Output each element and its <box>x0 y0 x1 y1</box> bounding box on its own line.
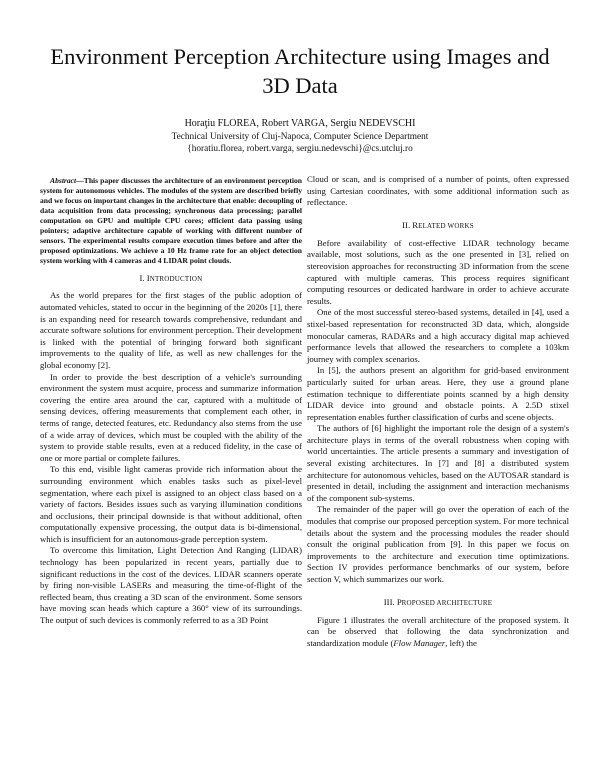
flow-manager-emphasis: Flow Manager <box>393 637 446 648</box>
related-paragraph-1: Before availability of cost-effective LIDAR technology became available, most solutions, such as the one presented in [3], relied on stereovision approaches for reconstructing 3D information from the scene captured with multiple cameras. This process requires significant computing resources or dedicated hardware in order to achieve accurate results. <box>307 237 569 306</box>
paper-title: Environment Perception Architecture using Images and 3D Data <box>50 44 550 98</box>
intro-paragraph-2: In order to provide the best description of a vehicle's surrounding environment the system must acquire, process and summarize information covering the entire area around the car, captured with a multitude of sensing devices, offering measurements that complement each other, in terms of range, detected features, etc. Redundancy also stems from the use of a wide array of devices, which must be coupled with the ability of the system to provide stable results, even at a reduced fidelity, in the case of one or more partial or complete failures. <box>40 371 302 463</box>
intro-continuation: Cloud or scan, and is comprised of a number of points, often expressed using Cartesian coordinates, with some additional information such as reflectance. <box>307 174 569 208</box>
related-paragraph-2: One of the most successful stereo-based systems, detailed in [4], used a stixel-based representation for reconstructed 3D data, which, alongside monocular cameras, RADARs and a high accuracy digital map achieved performance levels that allowed the researchers to complete a 103km journey with complex scenarios. <box>307 307 569 364</box>
paper-affiliation: Technical University of Cluj-Napoca, Computer Science Department <box>171 132 429 142</box>
related-paragraph-5: The remainder of the paper will go over the operation of each of the modules that comprise our proposed perception system. For more technical details about the system and the processing modules the reader should consult the original publication from [9]. In this paper we focus on improvements to the architecture and execution time optimizations. Section IV provides performance benchmarks of our system, before section V, which summarizes our work. <box>307 504 569 584</box>
left-column <box>40 176 302 627</box>
abstract <box>40 176 302 266</box>
section-heading-proposed-architecture: III. PROPOSED ARCHITECTURE <box>383 596 493 607</box>
intro-paragraph-3: To this end, visible light cameras provide rich information about the surrounding environment which enables tasks such as pixel-level segmentation, where each pixel is assigned to an object class based on a variety of factors. Besides issues such as varying illumination conditions and occlusions, their principal downside is that without additional, often computationally expensive processing, the output data is bi-dimensional, which is insufficient for an autonomous-grade perception system. <box>40 464 302 544</box>
section-heading-introduction: I. INTRODUCTION <box>139 273 203 284</box>
related-paragraph-4: The authors of [6] highlight the important role the design of a system's architecture plays in terms of the overall robustness when coping with world uncertainties. The article presents a summary and investigation of several existing architectures. In [7] and [8] a distributed system architecture for autonomous vehicles, based on the AUTOSAR standard is presented in detail, including the assignment and interaction mechanisms of the component sub-systems. <box>307 423 569 503</box>
related-paragraph-3: In [5], the authors present an algorithm for grid-based environment particularly suited for urban areas. Here, they use a ground plane estimation technique to differentiate points scanned by a high density LIDAR device into ground and obstacle points. A 2.5D stixel representation enables further classification of curbs and scene objects. <box>307 365 569 422</box>
section-heading-related-works: II. RELATED WORKS <box>402 219 474 230</box>
abstract-lead: Abstract <box>50 176 77 185</box>
abstract-body: —This paper discusses the architecture of an environment perception system for autonomous vehicles. The modules of the system are described briefly and we focus on important changes in the architecture that enable: decoupling of data acquisition from data processing; synchronous data processing; parallel computation on GPU and multiple CPU cores; efficient data passing using pointers; adaptive architecture capable of working with different number of sensors. The experimental results compare execution times before and after the proposed optimizations. We achieve a 10 Hz frame rate for an object detection system working with 4 cameras and 4 LIDAR point clouds. <box>40 176 302 266</box>
abstract-text <box>40 176 302 266</box>
intro-paragraph-4: To overcome this limitation, Light Detection And Ranging (LIDAR) technology has been popularized in recent years, partially due to significant reductions in the cost of the devices. LIDAR scanners operate by firing non-visible LASERs and measuring the time-of-flight of the reflected beam, thus creating a 3D scan of the environment. Some sensors have moving scan heads which capture a 360° view of its surroundings. The output of such devices is commonly referred to as a 3D Point <box>40 545 302 626</box>
paper-authors: Horaţiu FLOREA, Robert VARGA, Sergiu NEDEVSCHI <box>184 118 416 129</box>
paper-emails: {horatiu.florea, robert.varga, sergiu.nedevschi}@cs.utcluj.ro <box>187 144 413 154</box>
proposed-paragraph-1: Figure 1 illustrates the overall architecture of the proposed system. It can be observed that following the data synchronization and standardization module (Flow Manager, left) the <box>307 614 569 648</box>
right-column <box>307 174 569 649</box>
intro-paragraph-1: As the world prepares for the first stages of the public adoption of automated vehicles, stated to occur in the beginning of the 2020s [1], there is an expanding need for research towards comprehensive, redundant and accurate software solutions for environment perception. Their development is linked with the potential of bringing forward both significant improvements to the quality of life, as well as new challenges for the global economy [2]. <box>40 290 302 370</box>
